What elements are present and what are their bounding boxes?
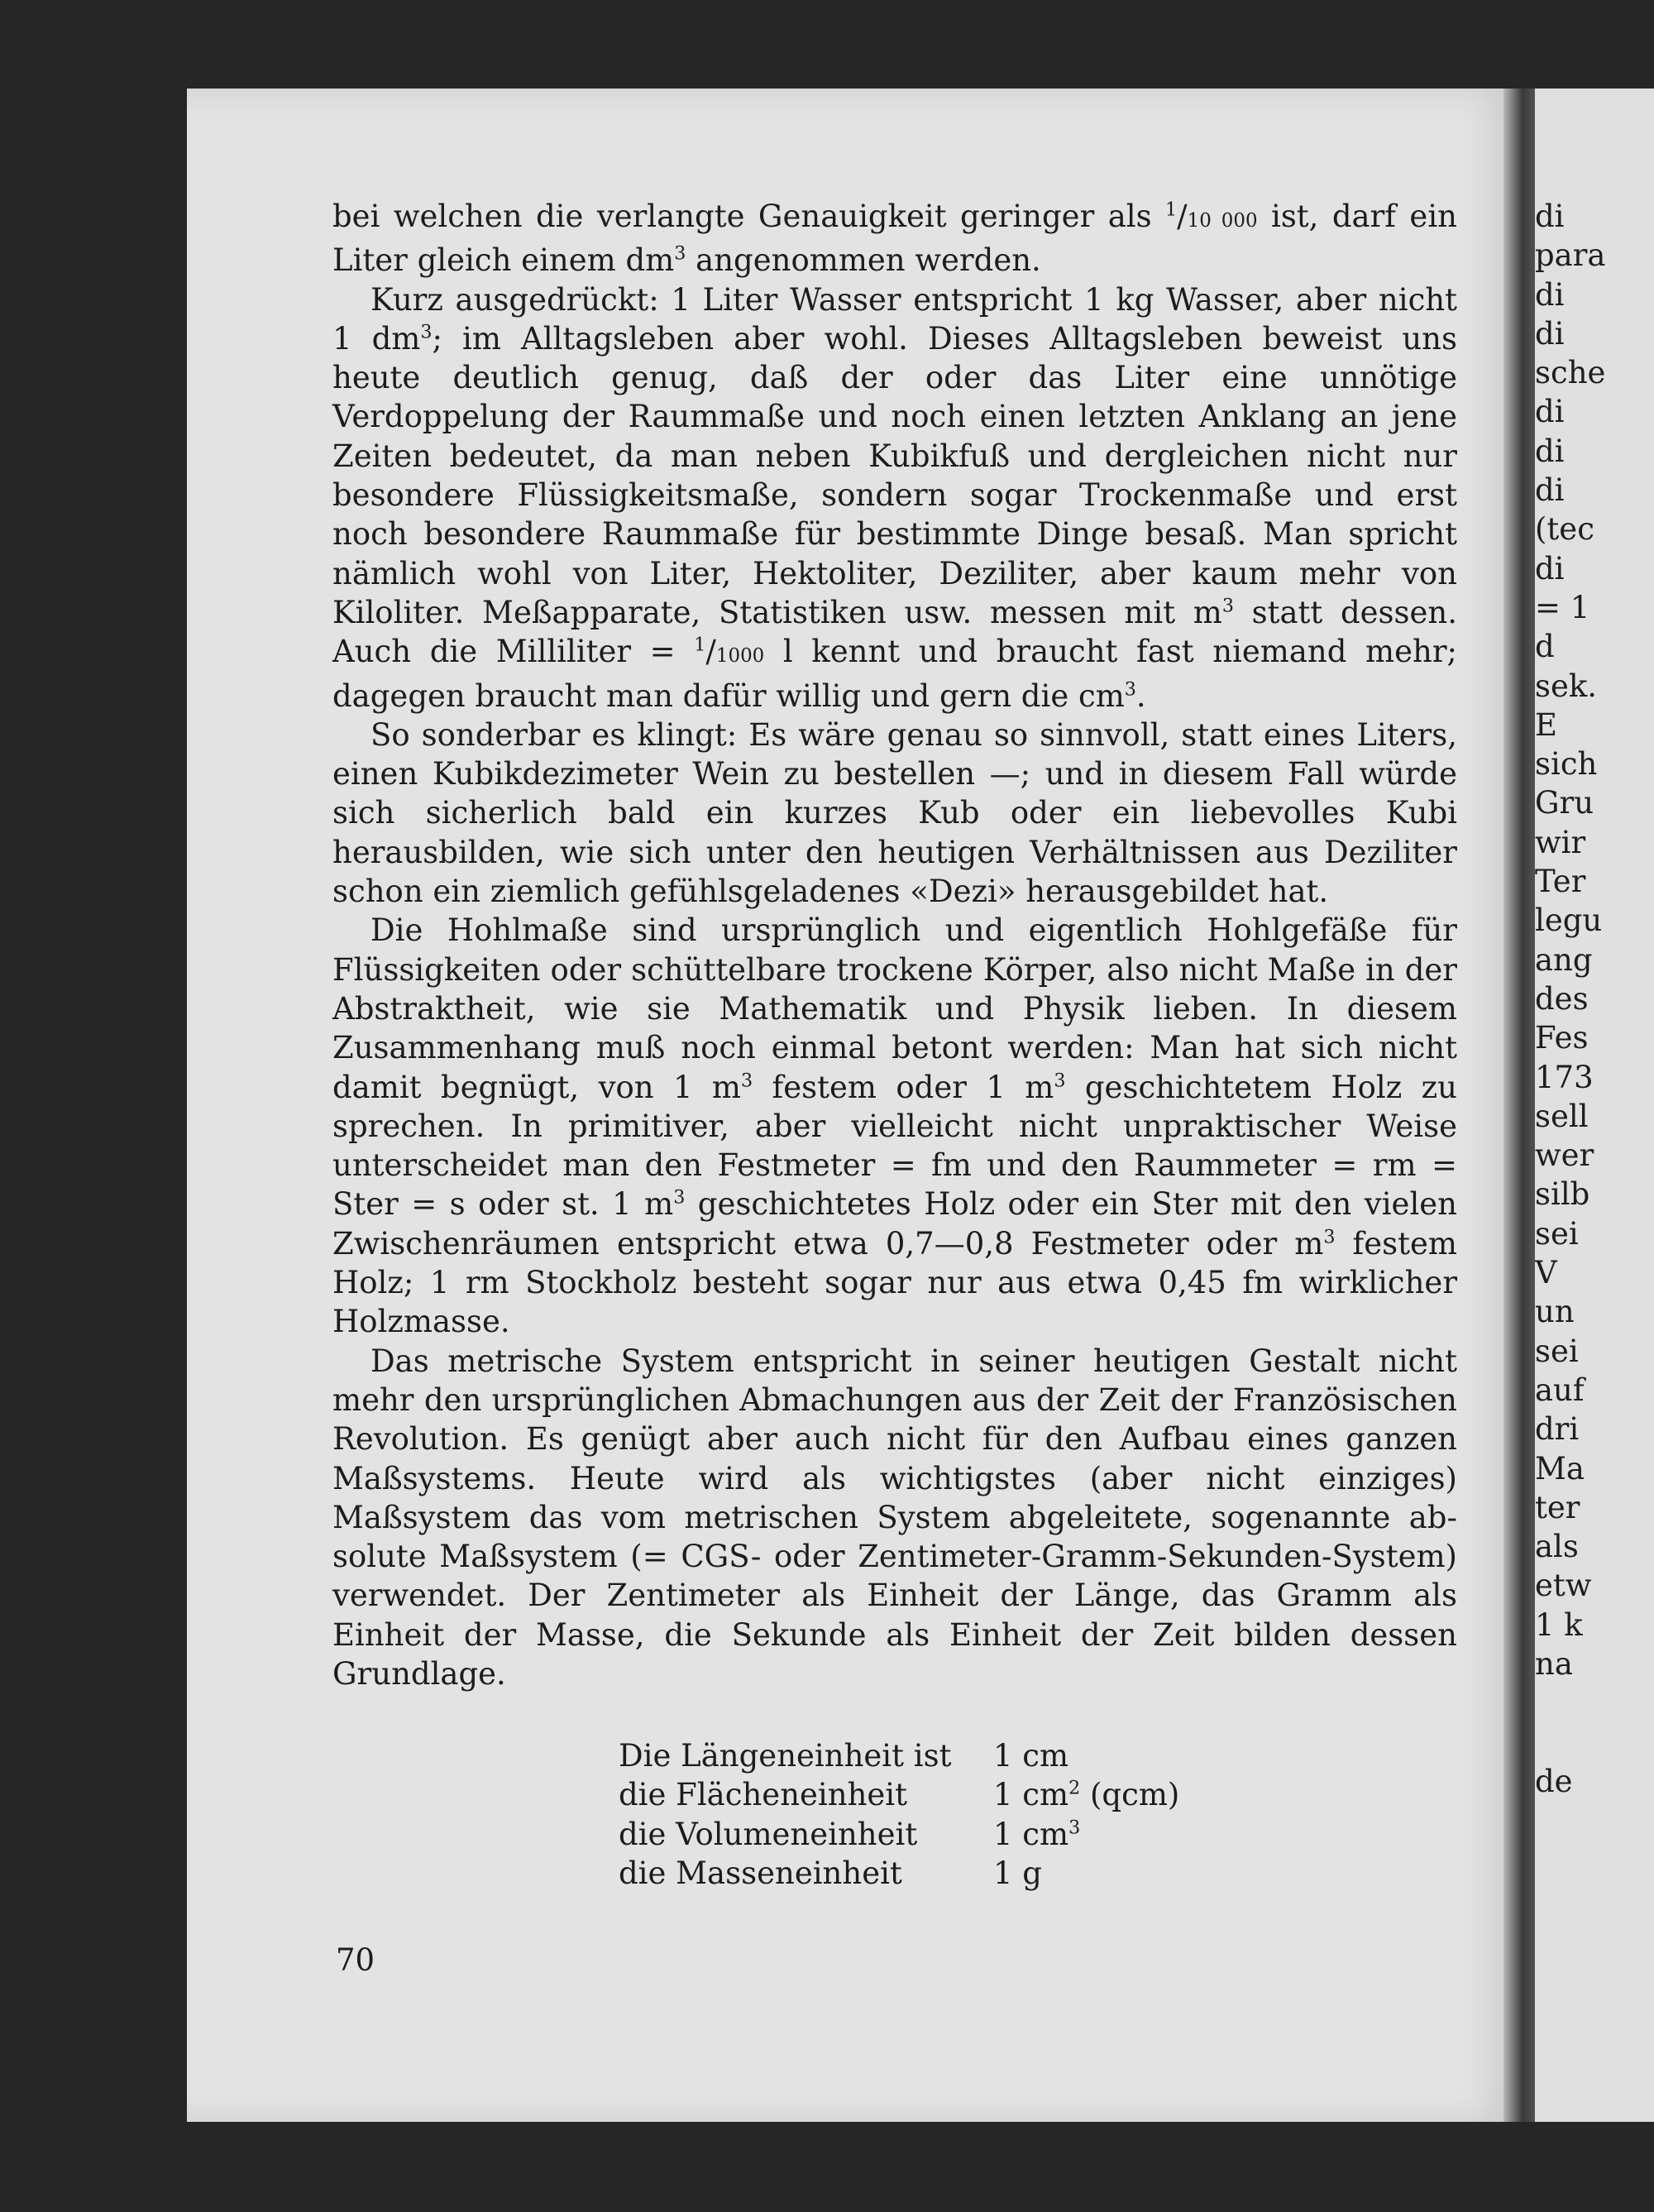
right-page-line-fragment: ang	[1535, 941, 1593, 978]
text-run: ; im Alltagsleben aber wohl. Dieses Alltagsleben beweist uns heute deutlich genug, daß der oder das Liter eine unnötige Verdoppelung der Raummaße und noch einen letzten Anklang an jene Zeiten bedeutet, da man neben Kubikfuß und dergleichen nicht nur besondere Flüssigkeitsmaße, sondern sogar Trockenmaße und erst noch besondere Raummaße für bestimmte Dinge besaß. Man spricht nämlich wohl von Liter, Hektoliter, Deziliter, aber kaum mehr von Kiloliter. Meßapparate, Statistiken usw. messen mit m	[332, 320, 1458, 630]
right-page-line-fragment: sell	[1535, 1098, 1589, 1134]
right-page-line-fragment: = 1	[1535, 589, 1590, 625]
text-run: festem Holz; 1 rm Stockholz besteht sogar nur aus etwa 0,45 fm wirklicher Holzmasse.	[332, 1225, 1457, 1340]
units-table-row	[619, 1736, 1179, 1775]
paragraph	[332, 197, 1457, 280]
right-page-line-fragment: di	[1535, 315, 1565, 352]
right-page-line-fragment: di	[1535, 199, 1565, 234]
text-run: geschichtetes Holz oder ein Ster mit den vielen Zwischenräumen entspricht etwa 0,7—0,8 Festmeter oder m	[332, 1186, 1457, 1262]
superscript: 2	[1068, 1777, 1081, 1799]
units-table-row	[619, 1815, 1179, 1854]
right-page-line-fragment: wer	[1535, 1137, 1594, 1174]
text-run: 1 cm	[993, 1816, 1069, 1852]
unit-value	[993, 1775, 1179, 1814]
text-run: Die Hohlmaße sind ursprünglich und eigentlich Hohlgefäße für Flüssigkeiten oder schüttelbare trockene Körper, also nicht Maße in der Abstraktheit, wie sie Mathematik und Physik lieben. In diesem Zusammenhang muß noch einmal betont werden: Man hat sich nicht damit begnügt, von 1 m	[332, 912, 1457, 1105]
right-page-line-fragment: silb	[1535, 1176, 1590, 1213]
superscript: 3	[420, 321, 433, 343]
text-run: Das metrische System entspricht in seiner heutigen Gestalt nicht mehr den ursprünglichen Abmachungen aus der Zeit der Französischen Revolution. Es genügt aber auch nicht für den Aufbau eines ganzen Maßsystems. Heute wird als wichtigstes (aber nicht einziges) Maßsystem das vom metrischen System abgeleitete, sogenannte absolute Maßsystem (= CGS- oder Zentimeter-Gramm-Sekunden-System) verwendet. Der Zentimeter als Einheit der Länge, das Gramm als Einheit der Masse, die Sekunde als Einheit der Zeit bilden dessen Grundlage.	[332, 1343, 1457, 1692]
unit-name: die Flächeneinheit	[619, 1777, 908, 1813]
right-page-line-fragment: Fes	[1535, 1020, 1589, 1056]
paragraph	[332, 716, 1457, 911]
paragraph	[332, 280, 1457, 716]
right-page-line-fragment: di	[1535, 472, 1565, 509]
right-page-line-fragment: sei	[1535, 1333, 1579, 1369]
units-table	[619, 1736, 1179, 1893]
right-page-line-fragment: di	[1535, 276, 1565, 313]
right-page-line-fragment	[1535, 1683, 1654, 1722]
right-page-line-fragment: Ma	[1535, 1450, 1585, 1487]
right-page-line-fragment: des	[1535, 980, 1589, 1017]
superscript: 3	[1068, 1817, 1081, 1839]
text-run: .	[1135, 677, 1146, 714]
right-page-line-fragment: di	[1535, 550, 1565, 587]
text-run: So sonderbar es klingt: Es wäre genau so sinnvoll, statt eines Liters, einen Kubikdezimeter Wein zu bestellen —; und in diesem Fall würde sich sicherlich bald ein kurzes Kub oder ein liebevolles Kubi herausbilden, wie sich unter den heutigen Verhältnissen aus Deziliter schon ein ziemlich gefühlsgeladenes «Dezi» herausgebildet hat.	[332, 716, 1457, 910]
right-page-line-fragment: na	[1535, 1645, 1573, 1682]
right-page-line-fragment: als	[1535, 1529, 1579, 1565]
text-run: (qcm)	[1080, 1777, 1180, 1813]
book-gutter	[1503, 89, 1538, 2122]
superscript: 3	[1054, 1070, 1066, 1092]
text-run: angenommen werden.	[686, 242, 1041, 279]
unit-value	[993, 1736, 1068, 1775]
superscript: 3	[673, 1187, 686, 1209]
right-page-line-fragment: (tec	[1535, 511, 1594, 548]
right-page-line-fragment: 173	[1535, 1059, 1594, 1095]
right-page-line-fragment: V	[1535, 1255, 1557, 1291]
right-page-line-fragment: sei	[1535, 1215, 1579, 1252]
fraction-denominator: 10 000	[1187, 210, 1258, 232]
text-run: 1 cm	[993, 1738, 1069, 1774]
text-run: bei welchen die verlangte Genauigkeit geringer als	[332, 199, 1166, 234]
right-page-line-fragment: di	[1535, 394, 1565, 430]
right-page-line-fragment: E	[1535, 706, 1558, 743]
right-page-line-fragment: sek.	[1535, 668, 1598, 704]
right-page-line-fragment: un	[1535, 1294, 1575, 1330]
right-page-line-fragment	[1535, 1723, 1654, 1762]
text-run: geschichtetem Holz zu sprechen. In primitiver, aber vielleicht nicht unpraktischer Weise unterscheidet man den Festmeter = fm und den Raummeter = rm = Ster = s oder st. 1 m	[332, 1069, 1457, 1223]
right-page-line-fragment: de	[1535, 1763, 1573, 1799]
right-page-line-fragment: di	[1535, 433, 1565, 469]
fraction-numerator: 1	[694, 634, 706, 656]
fraction-denominator: 1000	[715, 645, 765, 668]
superscript: 3	[741, 1070, 753, 1092]
text-run: 1 cm	[993, 1777, 1069, 1813]
body-text	[332, 197, 1457, 1693]
text-run: l kennt und braucht fast niemand mehr; dagegen braucht man dafür willig und gern die cm	[332, 634, 1458, 714]
units-table-row	[619, 1854, 1179, 1893]
unit-value	[993, 1815, 1080, 1854]
right-page-line-fragment: para	[1535, 237, 1606, 274]
right-page	[1535, 89, 1654, 2122]
fraction	[1165, 199, 1258, 234]
page-number: 70	[336, 1942, 375, 1978]
right-page-text-fragments	[1535, 197, 1654, 1801]
text-run: ist, darf ein Liter gleich einem dm	[332, 199, 1457, 279]
right-page-line-fragment: legu	[1535, 903, 1603, 939]
unit-name: die Volumeneinheit	[619, 1816, 918, 1852]
right-page-line-fragment: d	[1535, 629, 1555, 665]
superscript: 3	[1323, 1226, 1336, 1248]
right-page-line-fragment: Ter	[1535, 864, 1586, 900]
text-run: statt dessen. Auch die Milliliter =	[332, 594, 1457, 670]
right-page-line-fragment: auf	[1535, 1372, 1585, 1408]
right-page-line-fragment: sche	[1535, 355, 1606, 391]
fraction	[694, 634, 764, 669]
paragraph	[332, 1342, 1457, 1694]
unit-value	[993, 1854, 1042, 1893]
superscript: 3	[674, 242, 686, 265]
unit-name: die Masseneinheit	[619, 1855, 902, 1891]
right-page-line-fragment: etw	[1535, 1568, 1592, 1604]
right-page-line-fragment: dri	[1535, 1411, 1580, 1448]
paragraph	[332, 911, 1457, 1341]
superscript: 3	[1124, 678, 1136, 701]
right-page-line-fragment: wir	[1535, 824, 1586, 860]
right-page-line-fragment: 1 k	[1535, 1606, 1583, 1643]
unit-name: Die Längeneinheit ist	[619, 1738, 952, 1774]
superscript: 3	[1221, 595, 1234, 617]
right-page-line-fragment: Gru	[1535, 785, 1594, 821]
text-run: 1 g	[993, 1855, 1042, 1891]
right-page-line-fragment: ter	[1535, 1489, 1580, 1525]
fraction-slash: /	[705, 634, 716, 670]
text-run: Kurz ausgedrückt: 1 Liter Wasser entspricht 1 kg Wasser, aber nicht 1 dm	[332, 281, 1457, 357]
units-table-row	[619, 1775, 1179, 1814]
text-run: festem oder 1 m	[753, 1069, 1054, 1105]
right-page-line-fragment: sich	[1535, 746, 1598, 783]
fraction-numerator: 1	[1165, 199, 1178, 221]
fraction-slash: /	[1177, 199, 1188, 234]
